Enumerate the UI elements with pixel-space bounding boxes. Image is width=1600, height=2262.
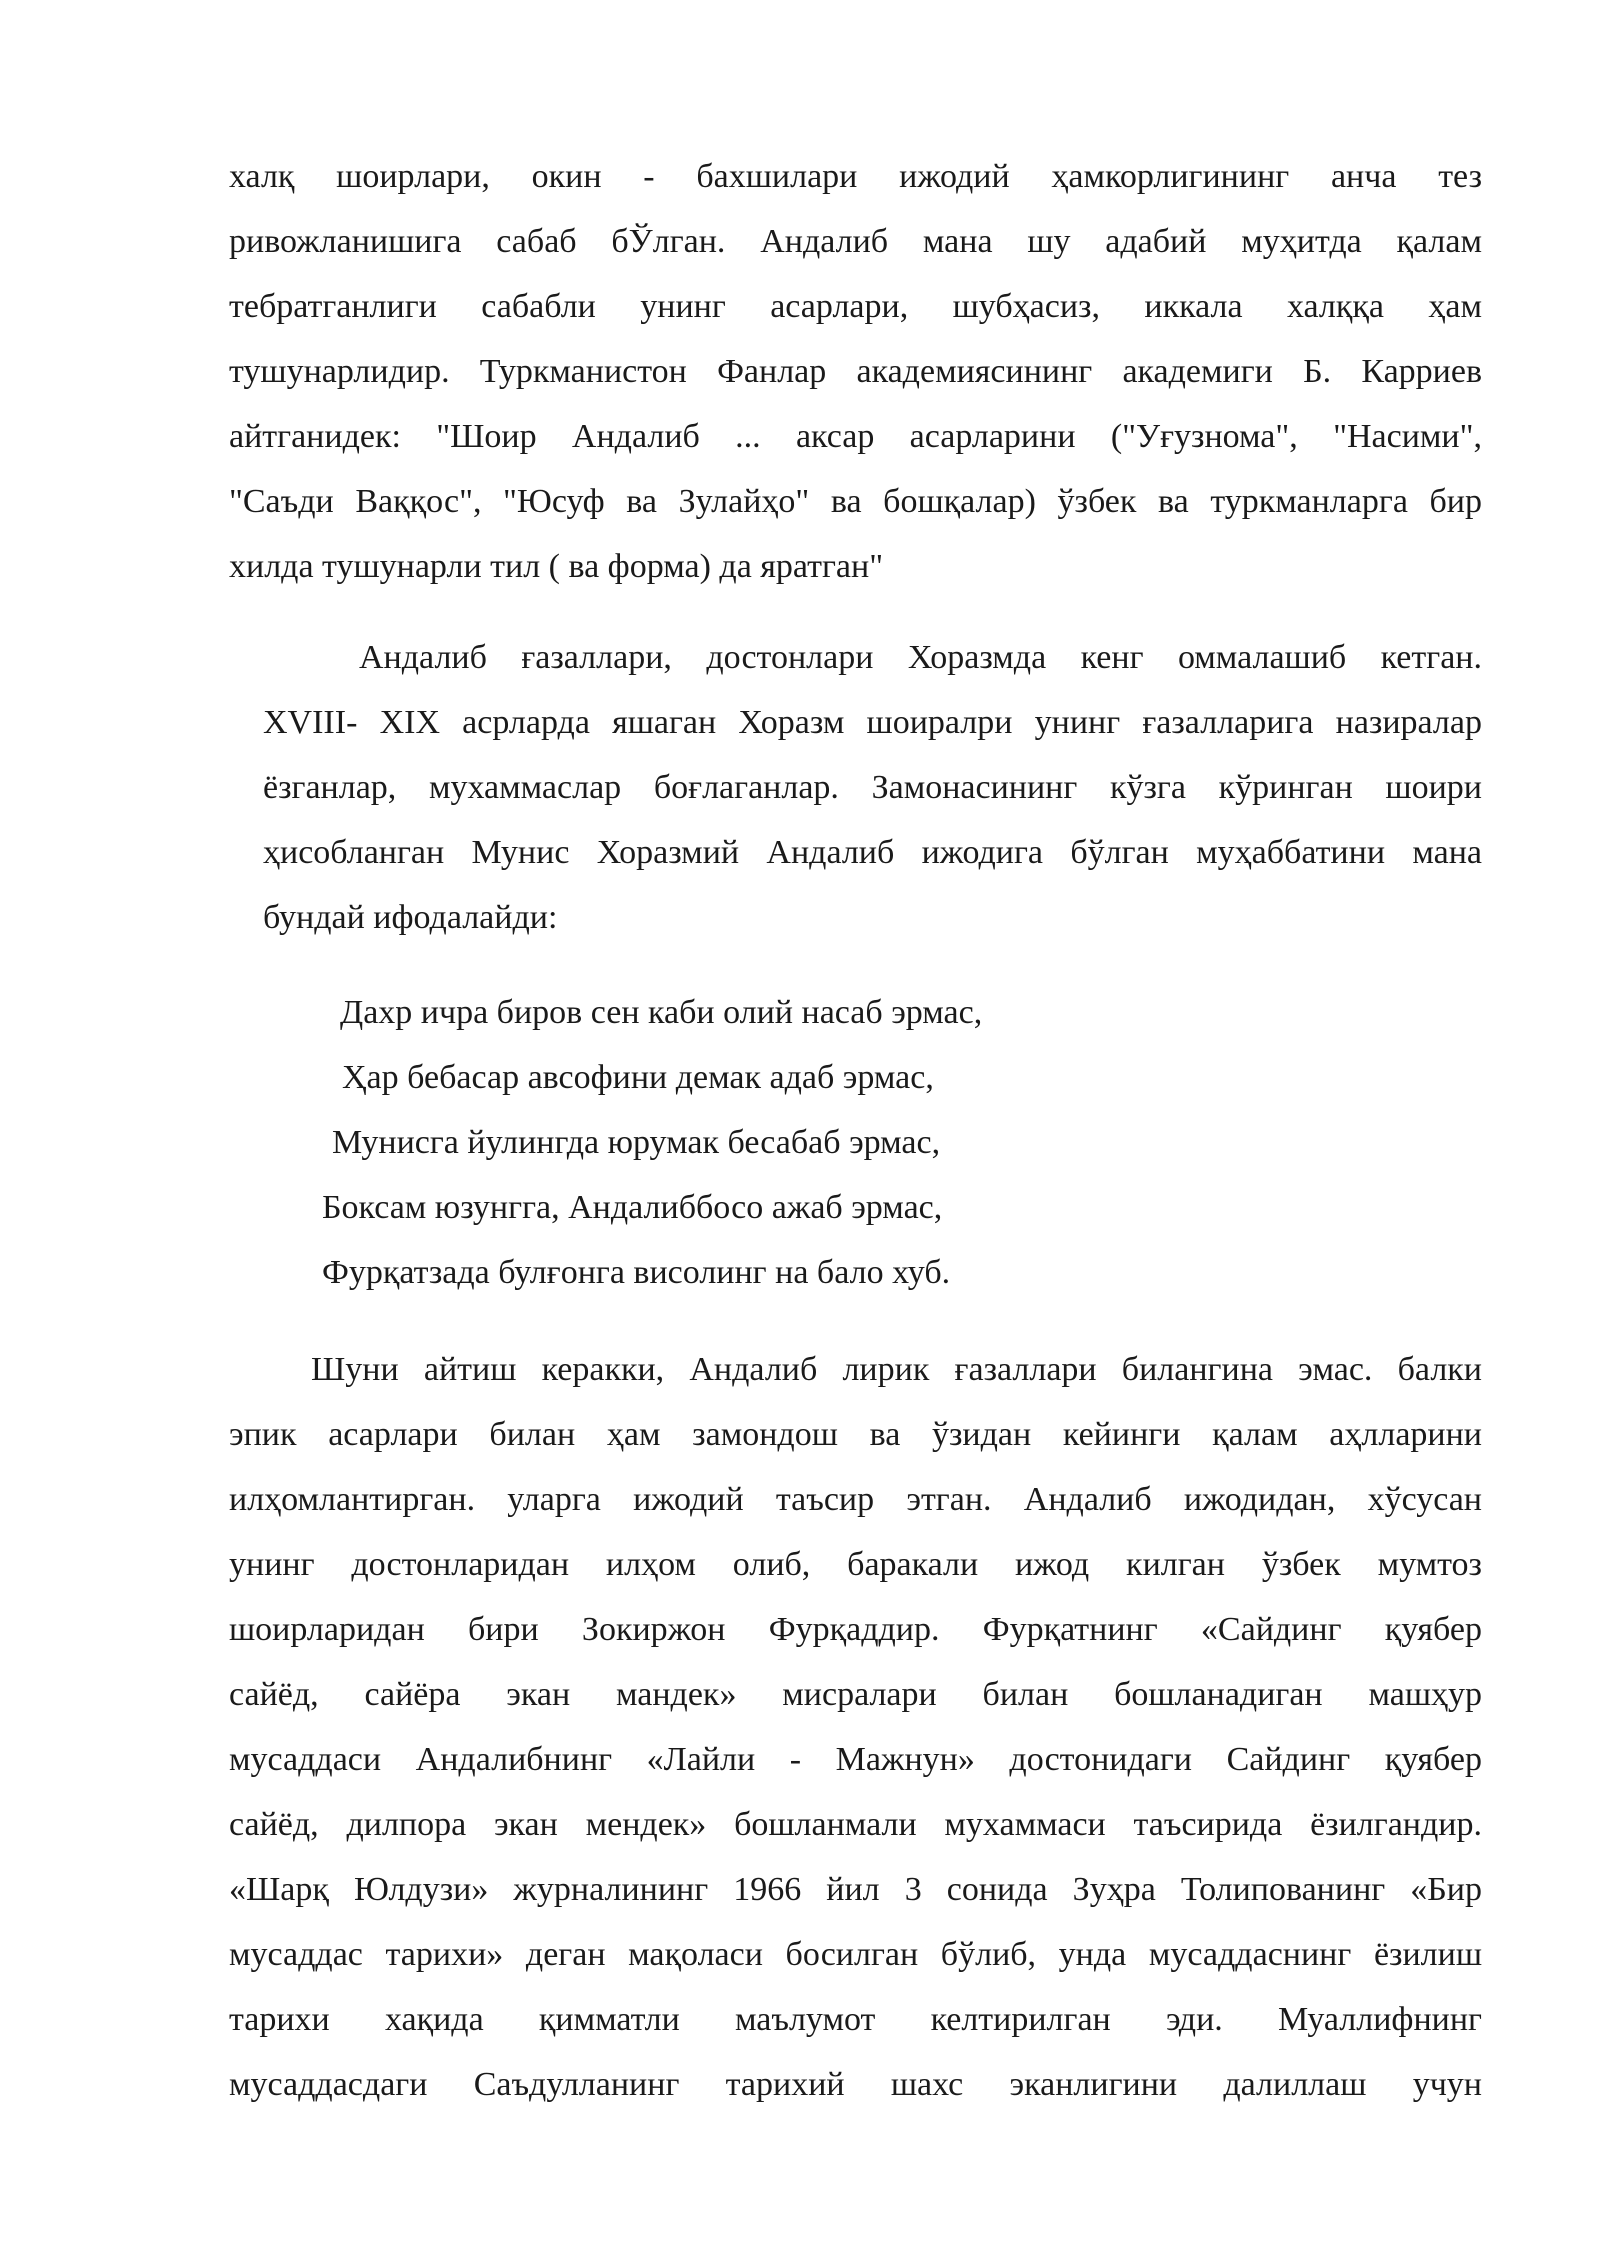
- text-line: ривожланишига сабаб бЎлган. Андалиб мана шу адабий муҳитда қалам: [229, 223, 1482, 260]
- poem-quote: [300, 980, 1100, 1305]
- paragraph-3: [229, 1337, 1482, 2117]
- text-line: сайёд, сайёра экан мандек» мисралари билан бошланадиган машҳур: [229, 1676, 1482, 1713]
- text-line: унинг достонларидан илҳом олиб, баракали ижод килган ўзбек мумтоз: [229, 1546, 1482, 1583]
- text-line: ҳисобланган Мунис Хоразмий Андалиб ижодига бўлган муҳаббатини мана: [263, 834, 1482, 871]
- poem-line: Фурқатзада булғонга висолинг на бало хуб.: [322, 1254, 951, 1291]
- text-line: тебратганлиги сабабли унинг асарлари, шубҳасиз, иккала халққа ҳам: [229, 288, 1482, 325]
- text-line: тушунарлидир. Туркманистон Фанлар академиясининг академиги Б. Карриев: [229, 353, 1482, 390]
- text-line: ёзганлар, мухаммаслар боғлаганлар. Замонасининг кўзга кўринган шоири: [263, 769, 1482, 806]
- text-line: мусаддас тарихи» деган мақоласи босилган бўлиб, унда мусаддаснинг ёзилиш: [229, 1936, 1482, 1973]
- text-line: шоирларидан бири Зокиржон Фурқаддир. Фурқатнинг «Сайдинг қуябер: [229, 1611, 1482, 1648]
- text-line: Шуни айтиш керакки, Андалиб лирик ғазаллари билангина эмас. балки: [311, 1351, 1482, 1388]
- text-line: Андалиб ғазаллари, достонлари Хоразмда кенг оммалашиб кетган.: [359, 639, 1482, 676]
- text-line: мусаддасдаги Саъдулланинг тарихий шахс эканлигини далиллаш учун: [229, 2066, 1482, 2103]
- text-line: айтганидек: "Шоир Андалиб ... аксар асарларини ("Уғузнома", "Насими",: [229, 418, 1482, 455]
- paragraph-1: [229, 144, 1482, 599]
- text-line: халқ шоирлари, окин - бахшилари ижодий ҳамкорлигининг анча тез: [229, 158, 1482, 195]
- text-line: эпик асарлари билан ҳам замондош ва ўзидан кейинги қалам аҳлларини: [229, 1416, 1482, 1453]
- poem-line: Мунисга йулингда юрумак бесабаб эрмас,: [332, 1124, 941, 1161]
- text-line: илҳомлантирган. уларга ижодий таъсир этган. Андалиб ижодидан, хўсусан: [229, 1481, 1482, 1518]
- text-line: "Саъди Ваққос", "Юсуф ва Зулайҳо" ва бошқалар) ўзбек ва туркманларга бир: [229, 483, 1482, 520]
- text-line: «Шарқ Юлдузи» журналининг 1966 йил 3 сонида Зуҳра Толипованинг «Бир: [229, 1871, 1482, 1908]
- text-line: мусаддаси Андалибнинг «Лайли - Мажнун» достонидаги Сайдинг қуябер: [229, 1741, 1482, 1778]
- poem-line: Дахр ичра биров сен каби олий насаб эрмас,: [340, 994, 983, 1031]
- paragraph-2: [263, 625, 1482, 950]
- text-line: тарихи хақида қимматли маълумот келтирилган эди. Муаллифнинг: [229, 2001, 1482, 2038]
- text-line: сайёд, дилпора экан мендек» бошланмали мухаммаси таъсирида ёзилгандир.: [229, 1806, 1482, 1843]
- poem-line: Ҳар бебасар авсофини демак адаб эрмас,: [342, 1059, 934, 1096]
- text-line: XVIII- XIX асрларда яшаган Хоразм шоиралри унинг ғазалларига назиралар: [263, 704, 1482, 741]
- poem-line: Боксам юзунгга, Андалиббосо ажаб эрмас,: [322, 1189, 943, 1226]
- text-line: хилда тушунарли тил ( ва форма) да яратган": [229, 548, 884, 585]
- text-line: бундай ифодалайди:: [263, 899, 558, 936]
